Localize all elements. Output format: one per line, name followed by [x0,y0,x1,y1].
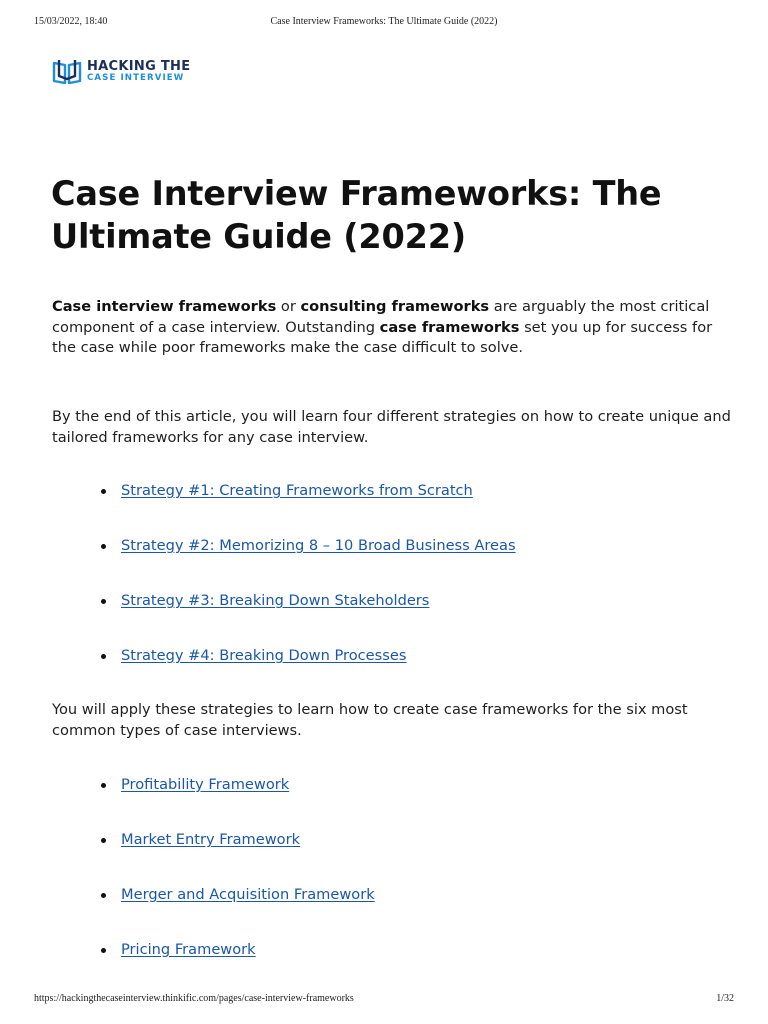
strategy-2-link[interactable]: Strategy #2: Memorizing 8 – 10 Broad Business Areas [121,537,516,554]
page-title-line2: Ultimate Guide (2022) [51,217,466,256]
merger-acquisition-framework-link[interactable]: Merger and Acquisition Framework [121,886,375,903]
bullet [101,948,106,953]
print-footer [34,993,734,1007]
open-book-icon [52,58,82,84]
strategy-1-link[interactable]: Strategy #1: Creating Frameworks from Scratch [121,482,473,499]
bullet [101,783,106,788]
print-url: https://hackingthecaseinterview.thinkific.com/pages/case-interview-frameworks [34,993,354,1004]
market-entry-framework-link[interactable]: Market Entry Framework [121,831,301,848]
strategies-intro-paragraph: By the end of this article, you will learn four different strategies on how to create unique and tailored frameworks for any case interview. [52,408,731,446]
print-header [34,16,734,30]
print-doc-title: Case Interview Frameworks: The Ultimate Guide (2022) [270,16,498,27]
intro-text-3: set you up for success for the case while poor frameworks make the case difficult to solve. [52,318,713,356]
page-title-line1: Case Interview Frameworks: The [51,174,662,213]
profitability-framework-link[interactable]: Profitability Framework [121,776,290,793]
bullet [101,544,106,549]
bullet [101,838,106,843]
logo-text-primary: HACKING THE [87,58,191,74]
intro-text-1: or [276,298,301,315]
page-title [51,172,711,258]
strategy-3-link[interactable]: Strategy #3: Breaking Down Stakeholders [121,592,430,609]
strategy-4-link[interactable]: Strategy #4: Breaking Down Processes [121,647,407,664]
site-logo[interactable] [52,57,190,85]
bullet [101,599,106,604]
pricing-framework-link[interactable]: Pricing Framework [121,941,256,958]
bold-term-case-interview-frameworks: Case interview frameworks [52,298,277,315]
bold-term-consulting-frameworks: consulting frameworks [300,298,490,315]
bullet [101,893,106,898]
print-date: 15/03/2022, 18:40 [34,16,108,27]
logo-text-secondary: CASE INTERVIEW [87,72,185,83]
bold-term-case-frameworks: case frameworks [379,318,520,336]
intro-paragraph [52,297,732,359]
bullet [101,489,106,494]
intro-text-2: are arguably the most critical component of a case interview. Outstanding [52,298,710,336]
frameworks-intro-paragraph: You will apply these strategies to learn how to create case frameworks for the six most common types of case interviews. [52,701,688,739]
bullet [101,654,106,659]
page-number: 1/32 [716,993,734,1004]
